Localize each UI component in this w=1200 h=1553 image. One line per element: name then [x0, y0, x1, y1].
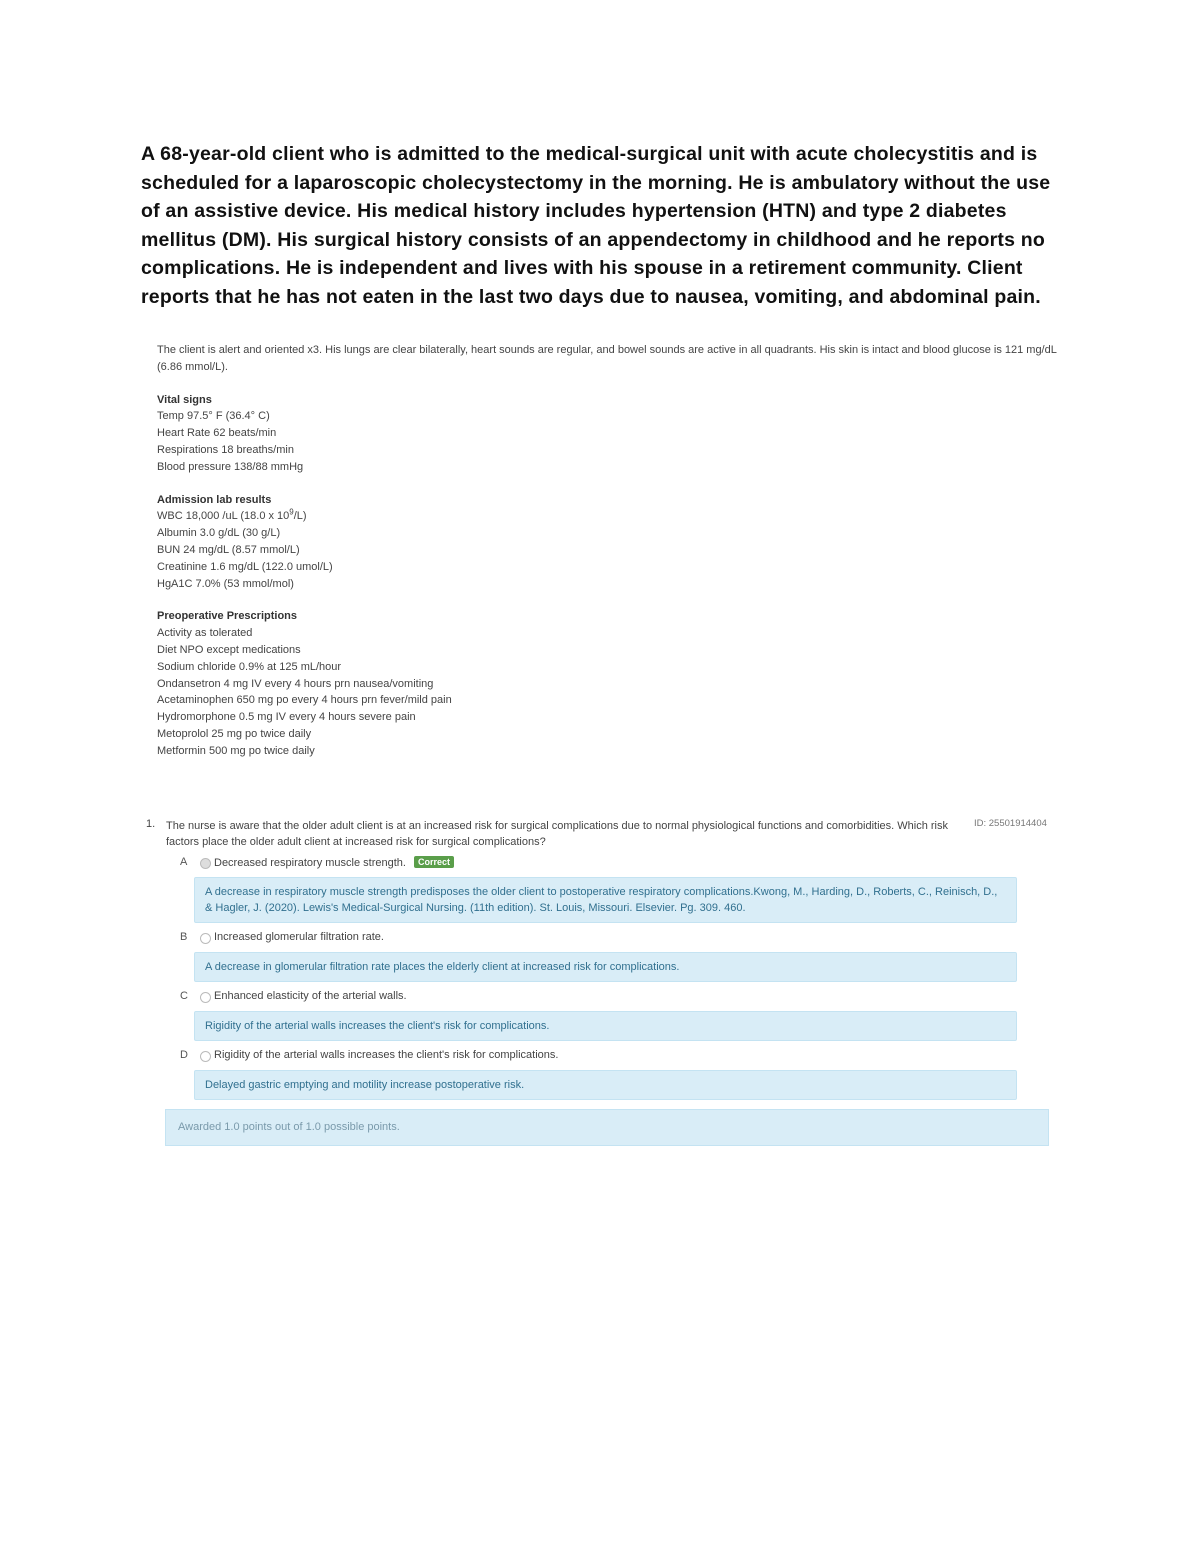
vital-item: Heart Rate 62 beats/min [157, 427, 277, 440]
lab-item: BUN 24 mg/dL (8.57 mmol/L) [157, 543, 300, 556]
prescription-item: Sodium chloride 0.9% at 125 mL/hour [157, 660, 342, 673]
labs-title: Admission lab results [157, 493, 272, 506]
question-id: ID: 25501914404 [974, 818, 1047, 829]
points-awarded: Awarded 1.0 points out of 1.0 possible points. [165, 1109, 1049, 1146]
vital-item: Temp 97.5° F (36.4° C) [157, 410, 270, 423]
question-number: 1. [146, 818, 156, 830]
prescription-item: Acetaminophen 650 mg po every 4 hours prn fever/mild pain [157, 694, 452, 707]
vitals-list [157, 408, 1057, 475]
lab-item: HgA1C 7.0% (53 mmol/mol) [157, 577, 294, 590]
radio-icon[interactable] [200, 1051, 211, 1062]
vital-item: Blood pressure 138/88 mmHg [157, 460, 304, 473]
prescription-item: Hydromorphone 0.5 mg IV every 4 hours severe pain [157, 711, 416, 724]
radio-icon[interactable] [200, 858, 211, 869]
radio-icon[interactable] [200, 933, 211, 944]
prescriptions-title: Preoperative Prescriptions [157, 610, 298, 623]
labs-list [157, 508, 1057, 592]
prescription-item: Ondansetron 4 mg IV every 4 hours prn nausea/vomiting [157, 677, 434, 690]
option-letter: C [180, 990, 188, 1002]
radio-icon[interactable] [200, 992, 211, 1003]
correct-badge: Correct [414, 856, 454, 868]
prescription-item: Activity as tolerated [157, 627, 253, 640]
option-label: Decreased respiratory muscle strength. [214, 857, 406, 869]
prescription-item: Metoprolol 25 mg po twice daily [157, 727, 312, 740]
prescription-item: Metformin 500 mg po twice daily [157, 744, 315, 757]
option-label: Rigidity of the arterial walls increases the client's risk for complications. [214, 1049, 559, 1061]
lab-item: Creatinine 1.6 mg/dL (122.0 umol/L) [157, 560, 333, 573]
option-label: Increased glomerular filtration rate. [214, 931, 384, 943]
prescription-item: Diet NPO except medications [157, 643, 301, 656]
assessment-section [157, 342, 1057, 760]
option-label: Enhanced elasticity of the arterial walls. [214, 990, 407, 1002]
prescriptions-list [157, 625, 1057, 759]
feedback-d: Delayed gastric emptying and motility increase postoperative risk. [194, 1070, 1017, 1100]
assessment-text: The client is alert and oriented x3. His lungs are clear bilaterally, heart sounds are regular, and bowel sounds are active in all quadrants. His skin is intact and blood glucose is 121 mg/dL (6.86 mmol/L). [157, 344, 1057, 373]
case-intro: A 68-year-old client who is admitted to the medical-surgical unit with acute cholecystitis and is scheduled for a laparoscopic cholecystectomy in the morning. He is ambulatory without the use of an assistive device. His medical history includes hypertension (HTN) and type 2 diabetes mellitus (DM). His surgical history consists of an appendectomy in childhood and he reports no complications. He is independent and lives with his spouse in a retirement community. Client reports that he has not eaten in the last two days due to nausea, vomiting, and abdominal pain. [141, 143, 1051, 308]
option-letter: A [180, 856, 188, 868]
feedback-a: A decrease in respiratory muscle strength predisposes the older client to postoperative respiratory complications.Kwong, M., Harding, D., Roberts, C., Reinisch, D., & Hagler, J. (2020). Lewis's Medical-Surgical Nursing. (11th edition). St. Louis, Missouri. Elsevier. Pg. 309. 460. [194, 877, 1017, 923]
wbc-suffix: /L) [293, 510, 307, 523]
wbc-prefix: WBC 18,000 /uL (18.0 x 10 [157, 510, 290, 523]
feedback-c: Rigidity of the arterial walls increases the client's risk for complications. [194, 1011, 1017, 1041]
option-letter: D [180, 1049, 188, 1061]
lab-item-wbc [157, 508, 1057, 525]
question-text: The nurse is aware that the older adult client is at an increased risk for surgical complications due to normal physiological functions and comorbidities. Which risk factors place the older adult client at increased risk for surgical complications? [166, 820, 948, 848]
vital-item: Respirations 18 breaths/min [157, 443, 294, 456]
wbc-exponent: 9 [289, 507, 294, 517]
option-letter: B [180, 931, 188, 943]
feedback-b: A decrease in glomerular filtration rate places the elderly client at increased risk for complications. [194, 952, 1017, 982]
vitals-title: Vital signs [157, 393, 212, 406]
lab-item: Albumin 3.0 g/dL (30 g/L) [157, 527, 281, 540]
